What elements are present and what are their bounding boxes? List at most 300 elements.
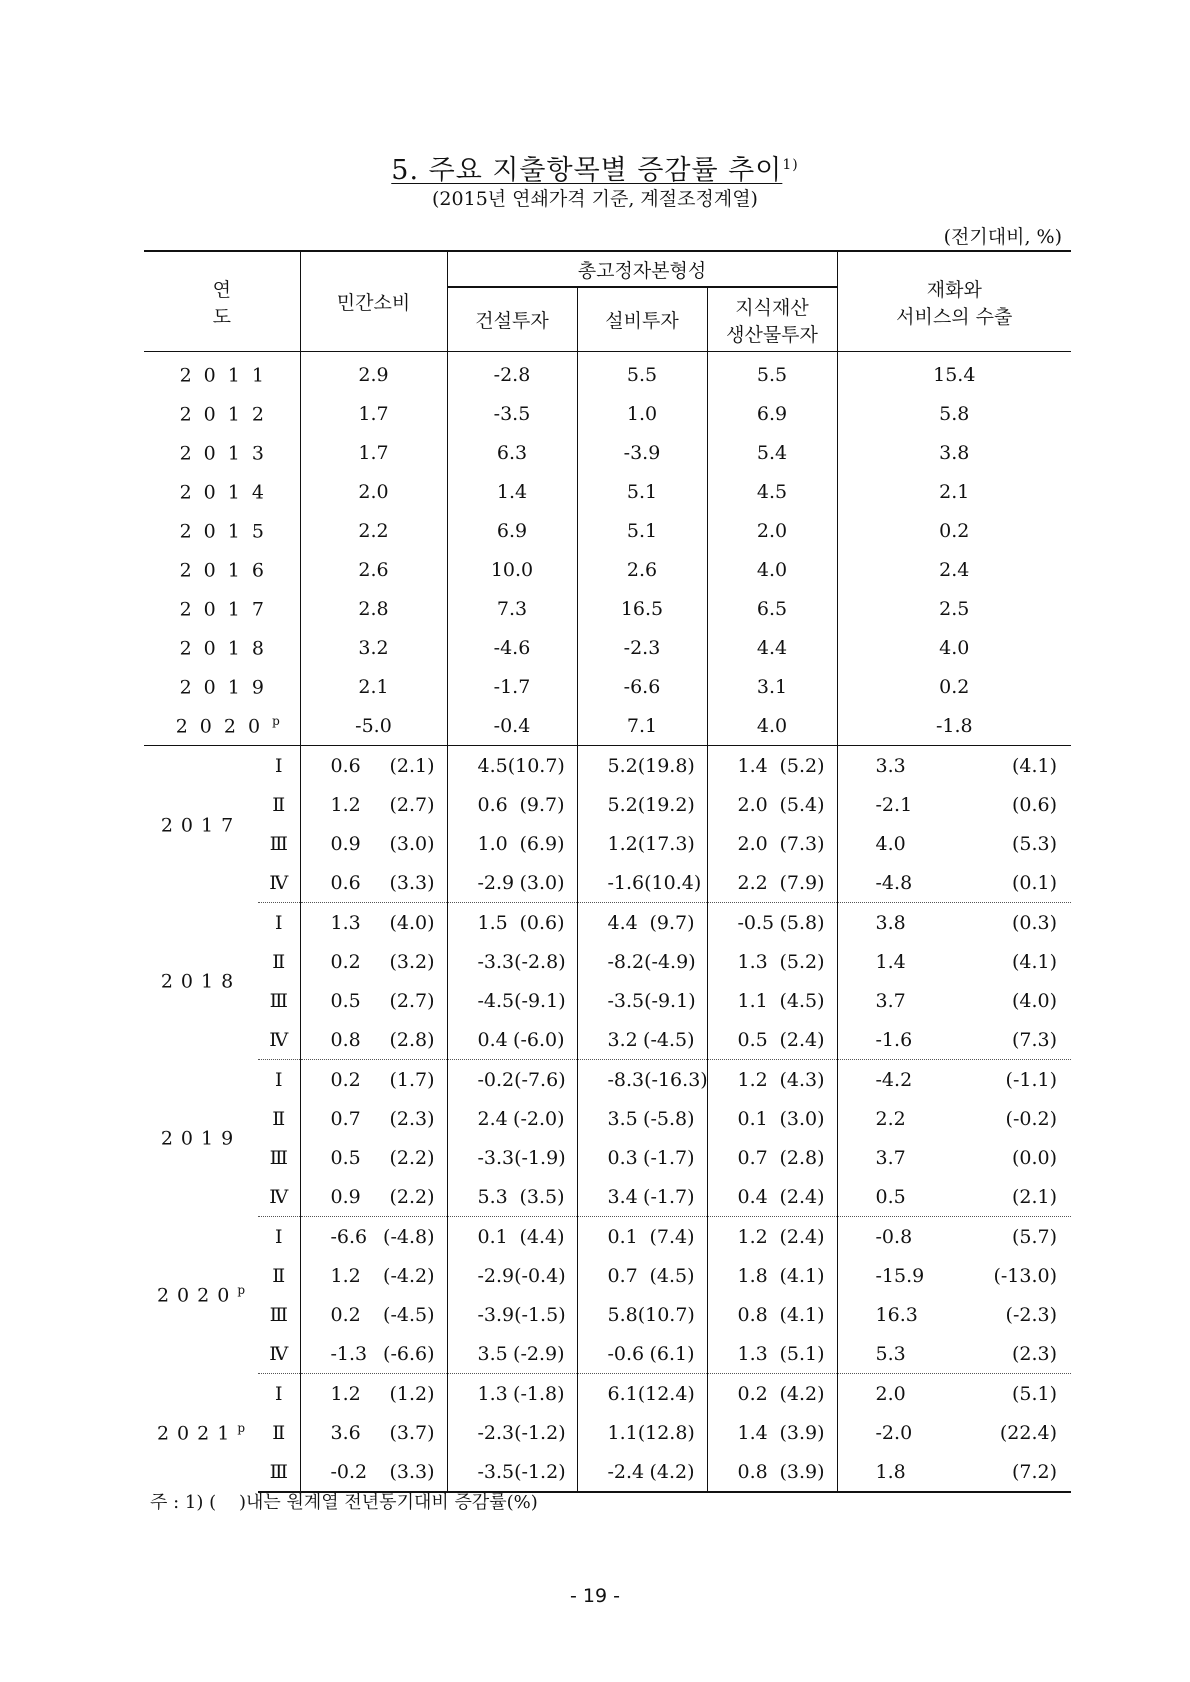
yoy-value: (7.2) [1011,1460,1058,1483]
yoy-value: (-1.9) [514,1146,566,1169]
annual-value-pc: 2.1 [300,667,447,706]
quarter-cell-pc [300,1413,447,1452]
yoy-value: (3.5) [519,1185,565,1208]
annual-value-ip: 2.0 [707,511,837,550]
value-pair [708,912,837,934]
yoy-value: (-1.7) [643,1185,695,1208]
quarter-row [144,746,1071,786]
yoy-value: (4.2) [779,1382,825,1405]
yoy-value: (2.4) [779,1225,825,1248]
quarter-cell-con [447,863,577,903]
qoq-value: 1.2 [607,832,638,855]
qoq-value: -1.6 [875,1028,913,1051]
value-pair [838,1265,1072,1287]
annual-value-ex: 2.1 [837,472,1071,511]
value-pair [448,1304,577,1326]
quarter-cell-ip [707,942,837,981]
quarter-cell-eq [577,1177,707,1217]
qoq-value: 3.7 [875,989,906,1012]
value-pair [301,1108,447,1130]
value-pair [838,1147,1072,1169]
annual-year-text: 2014 [179,481,276,504]
qoq-value: -3.5 [477,1460,515,1483]
quarter-cell-pc [300,1256,447,1295]
yoy-value: (0.6) [519,911,565,934]
value-pair [578,755,707,777]
yoy-value: (3.0) [779,1107,825,1130]
yoy-value: (2.3) [1011,1342,1058,1365]
value-pair [708,1029,837,1051]
quarter-row [144,1060,1071,1100]
quarter-cell-con [447,1295,577,1334]
annual-year [144,628,300,667]
quarter-cell-ex [837,863,1071,903]
annual-year-text: 2015 [179,520,276,543]
quarter-cell-pc [300,1217,447,1257]
value-pair [448,1461,577,1483]
quarter-cell-pc [300,981,447,1020]
yoy-value: (2.7) [389,989,435,1012]
value-pair [301,990,447,1012]
quarter-year [144,903,258,1060]
value-pair [838,1304,1072,1326]
value-pair [708,1226,837,1248]
annual-year [144,589,300,628]
value-pair [708,1383,837,1405]
value-pair [708,833,837,855]
annual-year [144,550,300,589]
quarter-label: Ⅳ [258,863,300,903]
quarter-cell-con [447,1374,577,1414]
qoq-value: 1.8 [737,1264,768,1287]
value-pair [301,1304,447,1326]
yoy-value: (0.1) [1011,871,1058,894]
quarter-label: Ⅲ [269,989,288,1012]
annual-year-text: 2020 [175,715,273,738]
qoq-value: 2.2 [875,1107,906,1130]
qoq-value: -2.0 [875,1421,913,1444]
quarter-cell-pc [300,1452,447,1492]
value-pair [448,1383,577,1405]
qoq-value: -3.3 [477,950,515,973]
value-pair [448,1265,577,1287]
quarter-group-2020 [144,1217,1071,1374]
quarter-cell-eq [577,746,707,786]
value-pair [448,1186,577,1208]
value-pair [578,1265,707,1287]
annual-value-ex: -1.8 [837,706,1071,746]
title-note: 1) [782,157,799,173]
quarter-cell-pc [300,1060,447,1100]
value-pair [838,951,1072,973]
quarter-cell-eq [577,981,707,1020]
qoq-value: 0.2 [330,950,361,973]
quarter-cell-pc [300,903,447,943]
quarter-group-2017 [144,746,1071,903]
annual-value-con: 6.3 [447,433,577,472]
quarter-row [144,1256,1071,1295]
quarter-cell-ex [837,1099,1071,1138]
value-pair [708,872,837,894]
annual-value-pc: -5.0 [300,706,447,746]
qoq-value: 1.1 [737,989,768,1012]
yoy-value: (-4.9) [644,950,696,973]
annual-value-ip: 4.0 [707,550,837,589]
qoq-value: 0.5 [330,989,361,1012]
quarter-row [144,1099,1071,1138]
yoy-value: (9.7) [519,793,565,816]
quarter-cell-pc [300,1138,447,1177]
quarter-row [144,981,1071,1020]
header-private-consumption: 민간소비 [300,251,447,352]
value-pair [708,755,837,777]
quarter-cell-con [447,746,577,786]
quarter-cell-eq [577,942,707,981]
qoq-value: 0.6 [477,793,508,816]
qoq-value: -3.3 [477,1146,515,1169]
qoq-value: 4.4 [607,911,638,934]
yoy-value: (-0.4) [514,1264,566,1287]
qoq-value: 16.3 [875,1303,918,1326]
quarter-cell-ip [707,824,837,863]
value-pair [708,1147,837,1169]
yoy-value: (3.7) [389,1421,435,1444]
qoq-value: 2.4 [477,1107,508,1130]
value-pair [838,1343,1072,1365]
yoy-value: (-1.7) [643,1146,695,1169]
value-pair [301,755,447,777]
yoy-value: (-2.8) [514,950,566,973]
qoq-value: 2.2 [737,871,768,894]
annual-row [144,394,1071,433]
qoq-value: -15.9 [875,1264,925,1287]
quarter-cell-ex [837,785,1071,824]
yoy-value: (7.3) [1011,1028,1058,1051]
annual-row [144,667,1071,706]
value-pair [838,1029,1072,1051]
value-pair [708,1069,837,1091]
quarter-year-text: 2021 [156,1422,238,1445]
annual-value-eq: -3.9 [577,433,707,472]
qoq-value: 3.6 [330,1421,361,1444]
qoq-value: -8.2 [607,950,645,973]
quarter-year [144,746,258,903]
quarter-cell-pc [300,746,447,786]
value-pair [708,1343,837,1365]
quarter-row [144,1295,1071,1334]
yoy-value: (4.5) [779,989,825,1012]
qoq-value: -4.5 [477,989,515,1012]
value-pair [301,951,447,973]
annual-value-pc: 2.9 [300,352,447,395]
yoy-value: (3.2) [389,950,435,973]
yoy-value: (-6.0) [513,1028,565,1051]
qoq-value: 0.2 [330,1303,361,1326]
quarter-cell-ex [837,1060,1071,1100]
annual-value-eq: 5.5 [577,352,707,395]
quarter-cell-eq [577,903,707,943]
quarter-label: Ⅳ [258,1020,300,1060]
qoq-value: -0.2 [477,1068,515,1091]
annual-year-text: 2013 [179,442,276,465]
qoq-value: 0.7 [607,1264,638,1287]
quarter-cell-pc [300,942,447,981]
yoy-value: (3.3) [389,1460,435,1483]
yoy-value: (5.3) [1011,832,1058,855]
quarter-label: Ⅲ [258,1452,300,1492]
annual-value-eq: -2.3 [577,628,707,667]
qoq-value: -0.6 [607,1342,645,1365]
value-pair [838,1383,1072,1405]
value-pair [578,1422,707,1444]
qoq-value: 0.3 [607,1146,638,1169]
yoy-value: (5.8) [779,911,825,934]
yoy-value: (0.0) [1011,1146,1058,1169]
header-exports [837,251,1071,352]
qoq-value: 1.4 [737,754,768,777]
quarter-label: Ⅱ [272,950,286,973]
yoy-value: (-16.3) [644,1068,708,1091]
quarter-cell-eq [577,1413,707,1452]
yoy-value: (7.9) [779,871,825,894]
qoq-value: 0.4 [477,1028,508,1051]
quarter-cell-con [447,1452,577,1492]
quarter-cell-ip [707,863,837,903]
annual-value-ex: 2.5 [837,589,1071,628]
annual-value-pc: 2.2 [300,511,447,550]
annual-row [144,628,1071,667]
value-pair [578,1226,707,1248]
quarter-cell-ex [837,903,1071,943]
quarter-cell-ex [837,1217,1071,1257]
annual-year [144,706,300,746]
quarter-cell-con [447,824,577,863]
value-pair [838,912,1072,934]
qoq-value: 0.8 [737,1460,768,1483]
annual-value-pc: 1.7 [300,433,447,472]
annual-year [144,667,300,706]
annual-value-pc: 2.0 [300,472,447,511]
yoy-value: (22.4) [999,1421,1058,1444]
qoq-value: 1.1 [607,1421,638,1444]
value-pair [578,1186,707,1208]
annual-value-ex: 3.8 [837,433,1071,472]
quarter-cell-con [447,981,577,1020]
qoq-value: 6.1 [607,1382,638,1405]
growth-rate-table [144,250,1071,1493]
value-pair [301,794,447,816]
qoq-value: 3.4 [607,1185,638,1208]
value-pair [301,872,447,894]
annual-value-ex: 5.8 [837,394,1071,433]
qoq-value: 0.5 [737,1028,768,1051]
annual-section [144,352,1071,746]
yoy-value: (-9.1) [644,989,696,1012]
quarter-group-2021 [144,1374,1071,1493]
qoq-value: 1.2 [330,1264,361,1287]
quarter-row [144,824,1071,863]
header-construction: 건설투자 [447,287,577,352]
yoy-value: (19.8) [637,754,695,777]
qoq-value: 5.8 [607,1303,638,1326]
value-pair [578,990,707,1012]
annual-value-ex: 2.4 [837,550,1071,589]
qoq-value: 1.3 [737,1342,768,1365]
qoq-value: 0.4 [737,1185,768,1208]
value-pair [838,755,1072,777]
annual-value-eq: 1.0 [577,394,707,433]
quarter-row [144,1413,1071,1452]
annual-value-ex: 0.2 [837,667,1071,706]
yoy-value: (2.1) [1011,1185,1058,1208]
quarter-label: Ⅳ [258,1177,300,1217]
yoy-value: (4.1) [1011,754,1058,777]
value-pair [838,833,1072,855]
yoy-value: (-1.1) [1005,1068,1058,1091]
quarter-year-text: 2020 [156,1284,238,1307]
quarter-cell-eq [577,824,707,863]
quarter-label: Ⅰ [274,754,283,777]
quarter-cell-ex [837,1452,1071,1492]
quarter-cell-ip [707,1177,837,1217]
qoq-value: 3.8 [875,911,906,934]
quarter-row [144,1217,1071,1257]
yoy-value: (2.4) [779,1028,825,1051]
quarter-cell-ex [837,746,1071,786]
qoq-value: 0.6 [330,754,361,777]
annual-value-ex: 0.2 [837,511,1071,550]
quarter-cell-ex [837,942,1071,981]
annual-value-ip: 6.5 [707,589,837,628]
yoy-value: (-0.2) [1005,1107,1058,1130]
quarter-year [144,1374,258,1493]
annual-row [144,511,1071,550]
quarter-label: Ⅰ [274,1068,283,1091]
quarter-cell-ip [707,1452,837,1492]
qoq-value: 0.5 [330,1146,361,1169]
yoy-value: (2.7) [389,793,435,816]
yoy-value: (-2.9) [513,1342,565,1365]
qoq-value: 5.3 [477,1185,508,1208]
header-ip [707,287,837,352]
annual-value-ex: 4.0 [837,628,1071,667]
qoq-value: 0.8 [330,1028,361,1051]
yoy-value: (5.1) [1011,1382,1058,1405]
quarter-cell-con [447,1217,577,1257]
value-pair [708,1304,837,1326]
yoy-value: (3.9) [779,1460,825,1483]
value-pair [448,833,577,855]
qoq-value: 5.3 [875,1342,906,1365]
annual-row [144,352,1071,395]
qoq-value: 3.3 [875,754,906,777]
quarter-cell-eq [577,1060,707,1100]
qoq-value: 1.5 [477,911,508,934]
value-pair [578,1147,707,1169]
value-pair [708,1461,837,1483]
value-pair [578,1108,707,1130]
quarter-cell-pc [300,1099,447,1138]
qoq-value: -2.9 [477,1264,515,1287]
quarter-row [144,1138,1071,1177]
header-equipment: 설비투자 [577,287,707,352]
value-pair [708,1186,837,1208]
header-ip-line2: 생산물투자 [726,323,818,346]
value-pair [301,1461,447,1483]
yoy-value: (19.2) [637,793,695,816]
yoy-value: (12.8) [637,1421,695,1444]
annual-row [144,550,1071,589]
annual-value-pc: 2.6 [300,550,447,589]
yoy-value: (4.1) [1011,950,1058,973]
yoy-value: (2.8) [779,1146,825,1169]
quarter-cell-ip [707,1060,837,1100]
qoq-value: 2.0 [737,793,768,816]
annual-row [144,706,1071,746]
qoq-value: -2.1 [875,793,913,816]
yoy-value: (-1.2) [514,1421,566,1444]
value-pair [301,1422,447,1444]
annual-value-eq: 16.5 [577,589,707,628]
quarter-cell-ex [837,1256,1071,1295]
value-pair [578,1304,707,1326]
quarter-cell-ex [837,1374,1071,1414]
yoy-value: (4.0) [389,911,435,934]
value-pair [448,1029,577,1051]
yoy-value: (2.1) [389,754,435,777]
qoq-value: 4.0 [875,832,906,855]
quarter-cell-eq [577,1138,707,1177]
qoq-value: 4.5 [477,754,508,777]
value-pair [838,1226,1072,1248]
quarter-cell-ex [837,1177,1071,1217]
yoy-value: (-7.6) [514,1068,566,1091]
page-title [0,148,1190,187]
preliminary-mark: p [272,713,280,728]
quarter-year-text: 2018 [160,970,242,993]
value-pair [578,1383,707,1405]
annual-value-con: 10.0 [447,550,577,589]
value-pair [448,872,577,894]
value-pair [708,990,837,1012]
qoq-value: 1.3 [330,911,361,934]
quarter-cell-eq [577,1295,707,1334]
qoq-value: 1.3 [737,950,768,973]
quarter-cell-pc [300,1020,447,1060]
qoq-value: 2.0 [875,1382,906,1405]
qoq-value: 1.2 [737,1225,768,1248]
quarter-cell-ip [707,903,837,943]
quarter-cell-pc [300,863,447,903]
annual-value-ip: 4.0 [707,706,837,746]
value-pair [301,1343,447,1365]
qoq-value: -1.6 [607,871,645,894]
annual-value-con: 1.4 [447,472,577,511]
yoy-value: (5.1) [779,1342,825,1365]
yoy-value: (3.0) [389,832,435,855]
qoq-value: -4.2 [875,1068,913,1091]
annual-row [144,433,1071,472]
preliminary-mark: p [237,1283,246,1298]
preliminary-mark: p [237,1421,246,1436]
yoy-value: (-4.2) [383,1264,435,1287]
quarter-cell-con [447,1334,577,1374]
annual-value-ip: 5.5 [707,352,837,395]
yoy-value: (4.2) [649,1460,695,1483]
qoq-value: -6.6 [330,1225,368,1248]
yoy-value: (-4.5) [383,1303,435,1326]
annual-value-con: -1.7 [447,667,577,706]
